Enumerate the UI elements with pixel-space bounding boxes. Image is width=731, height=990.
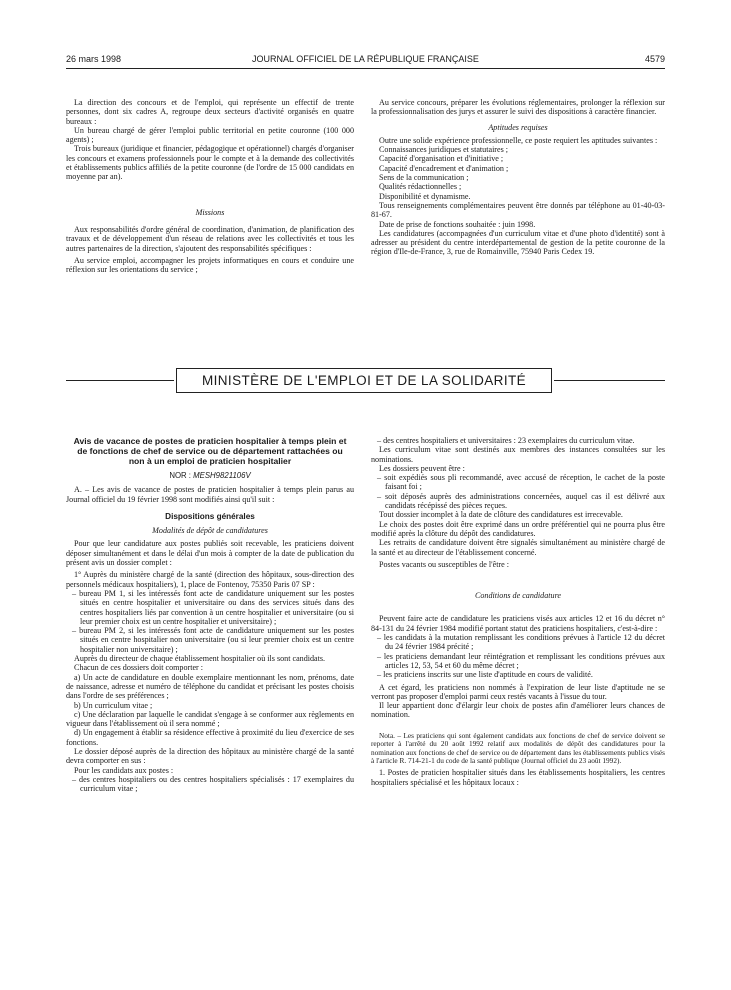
paragraph: Tous renseignements complémentaires peuvent être donnés par téléphone au 01-40-03-81-67. [371,200,665,220]
dash-item: – des centres hospitaliers et universitaires : 23 exemplaires du curriculum vitae. [377,436,635,445]
paragraph: Pour les candidats aux postes : [74,765,174,775]
dash-item: – des centres hospitaliers ou des centres hospitaliers spécialisés : 17 exemplaires du curriculum vitae ; [72,774,354,794]
nor-reference [66,471,354,480]
list-item: Disponibilité et dynamisme. [379,191,471,201]
paragraph: A cet égard, les praticiens non nommés à l'expiration de leur liste d'aptitude ne se verront pas proposer d'emploi parmi ceux restés vacants à l'issue du tour. [371,682,665,701]
paragraph: Les retraits de candidature doivent être signalés simultanément au ministère chargé de la santé et au directeur de l'établissement concerné. [371,538,665,557]
header-date: 26 mars 1998 [66,54,122,64]
list-item: Capacité d'encadrement et d'animation ; [379,163,509,173]
paragraph: Postes vacants ou susceptibles de l'être : [379,559,510,569]
paragraph: A. – Les avis de vacance de postes de praticien hospitalier à temps plein parus au Journal officiel du 19 février 1998 sont modifiés ainsi qu'il suit : [66,485,354,504]
ministry-banner [176,368,552,393]
paragraph: Les candidatures (accompagnées d'un curriculum vitae et d'une photo d'identité) sont à adresser au président du centre interdépartemental de gestion de la petite couronne de la région d'Ile-de-France, 3, rue de Romainville, 75940 Paris Cedex 19. [371,228,665,257]
ministry-title: MINISTÈRE DE L'EMPLOI ET DE LA SOLIDARITÉ [201,373,527,388]
column-bottom-right [371,436,665,787]
paragraph: b) Un curriculum vitae ; [74,700,153,710]
paragraph: Un bureau chargé de gérer l'emploi public territorial en petite couronne (100 000 agents) ; [66,125,354,145]
paragraph: Date de prise de fonctions souhaitée : juin 1998. [379,219,536,229]
paragraph: Aux responsabilités d'ordre général de coordination, d'animation, de planification des travaux et de développement d'un réseau de relations avec les collectivités et tous les autres partenaires de la direction, s'ajoutent des responsabilités spécifiques : [66,224,354,253]
paragraph: Au service concours, préparer les évolutions réglementaires, prolonger la réflexion sur la professionnalisation des jurys et assurer le suivi des dispositions à caractère financier. [371,98,665,117]
column-bottom-left [66,436,354,794]
paragraph: Le dossier déposé auprès de la direction des hôpitaux au ministère chargé de la santé devra comporter en sus : [66,747,354,766]
paragraph: Le choix des postes doit être exprimé dans un ordre préférentiel qui ne pourra plus être modifié après la clôture du dépôt des candidatures. [371,519,665,538]
paragraph: Chacun de ces dossiers doit comporter : [74,663,204,673]
header-page-number: 4579 [644,54,665,64]
paragraph: Trois bureaux (juridique et financier, pédagogique et opérationnel) chargés d'organiser les concours et examens professionnels pour le compte et à la demande des collectivités et établissements publics affiliés de la petite couronne (de l'ordre de 15 000 candidats en moyenne par an). [66,144,354,182]
note-paragraph: Nota. – Les praticiens qui sont également candidats aux fonctions de chef de service doivent se reporter à l'arrêté du 20 août 1992 relatif aux modalités de dépôt des candidatures pour la nomination aux fonctions de chef de service ou de département dans les établissements publics visés à l'article R. 714-21-1 du code de la santé publique (Journal officiel du 23 août 1992). [371,730,665,765]
paragraph: Les dossiers peuvent être : [379,463,465,473]
paragraph: Au service emploi, accompagner les projets informatiques en cours et conduire une réflexion sur les orientations du service ; [66,255,354,275]
column-top-right [371,98,665,257]
column-top-left [66,98,354,274]
paragraph: Pour que leur candidature aux postes publiés soit recevable, les praticiens doivent déposer simultanément et dans le délai d'un mois à compter de la date de publication du présent avis un dossier complet : [66,539,354,568]
nor-value: MESH9821106V [193,471,251,480]
paragraph: Auprès du directeur de chaque établissement hospitalier où ils sont candidats. [74,654,326,664]
dash-item: – bureau PM 1, si les intéressés font acte de candidature uniquement sur les postes situés en centre hospitalier et universitaire ou dans des services situés dans des centres hospitaliers liés par convention à un centre hospitalier et universitaire (ou si leur premier choix est un centre hospitalier et universitaire) ; [72,588,354,626]
nor-label: NOR : [169,471,191,480]
notice-title: Avis de vacance de postes de praticien hospitalier à temps plein et de fonctions de chef de service ou de département rattachées ou non à un emploi de praticien hospitalier [73,436,347,466]
dash-item: – les candidats à la mutation remplissant les conditions prévues à l'article 12 du décret du 24 février 1984 précité ; [377,633,665,652]
paragraph: Il leur appartient donc d'élargir leur choix de postes afin d'améliorer leurs chances de nomination. [371,701,665,720]
section-heading-dispositions: Dispositions générales [165,511,255,521]
dash-item: – bureau PM 2, si les intéressés font acte de candidature uniquement sur les postes situés en centre hospitalier non universitaire (ou si leur premier choix est un centre hospitalier non universitaire) ; [72,626,354,654]
paragraph: Tout dossier incomplet à la date de clôture des candidatures est irrecevable. [379,510,623,520]
paragraph: Les curriculum vitae sont destinés aux membres des instances consultées sur les nominations. [371,445,665,464]
paragraph: d) Un engagement à établir sa résidence effective à proximité du lieu d'exercice de ses fonctions. [66,728,354,747]
list-item: Sens de la communication ; [379,173,469,183]
section-heading-modalites: Modalités de dépôt de candidatures [152,526,268,536]
paragraph: a) Un acte de candidature en double exemplaire mentionnant les nom, prénoms, date de naissance, adresse et numéro de téléphone du candidat et précisant les postes choisis dans l'ordre de ses préférences ; [66,672,354,701]
paragraph: La direction des concours et de l'emploi, qui représente un effectif de trente personnes, dont six cadres A, regroupe deux secteurs d'activité organisés en quatre bureaux : [66,98,354,126]
section-heading-aptitudes: Aptitudes requises [488,122,548,132]
paragraph: 1. Postes de praticien hospitalier situés dans les établissements hospitaliers, les centres hospitaliers spécialisé et les hôpitaux locaux : [371,768,665,787]
dash-item: – les praticiens demandant leur réintégration et remplissant les conditions prévues aux articles 12, 53, 54 et 60 du même décret ; [377,651,665,670]
paragraph: 1° Auprès du ministère chargé de la santé (direction des hôpitaux, sous-direction des personnels médicaux hospitaliers), 1, place de Fontenoy, 75350 Paris 07 SP : [66,570,354,589]
page-header [66,54,665,68]
dash-item: – soit déposés auprès des administrations concernées, auquel cas il est délivré aux candidats récépissé des pièces reçues. [377,491,665,511]
header-journal-title: JOURNAL OFFICIEL DE LA RÉPUBLIQUE FRANÇAISE [252,54,479,64]
list-item: Capacité d'organisation et d'initiative ; [379,154,504,164]
list-item: Qualités rédactionnelles ; [379,182,462,192]
list-item: Connaissances juridiques et statutaires ; [379,145,509,155]
dash-item: – les praticiens inscrits sur une liste d'aptitude en cours de validité. [377,670,593,680]
header-rule [66,68,665,69]
paragraph: Peuvent faire acte de candidature les praticiens visés aux articles 12 et 16 du décret n° 84-131 du 24 février 1984 modifié portant statut des praticiens hospitaliers, c'est-à-dire : [371,614,665,633]
paragraph: c) Une déclaration par laquelle le candidat s'engage à se conformer aux règlements en vigueur dans l'établissement où il sera nommé ; [66,709,354,729]
section-heading-missions: Missions [195,207,225,217]
dash-item: – soit expédiés sous pli recommandé, avec accusé de réception, le cachet de la poste faisant foi ; [377,473,665,492]
paragraph: Outre une solide expérience professionnelle, ce poste requiert les aptitudes suivantes : [379,135,658,145]
section-heading-conditions: Conditions de candidature [474,591,562,601]
